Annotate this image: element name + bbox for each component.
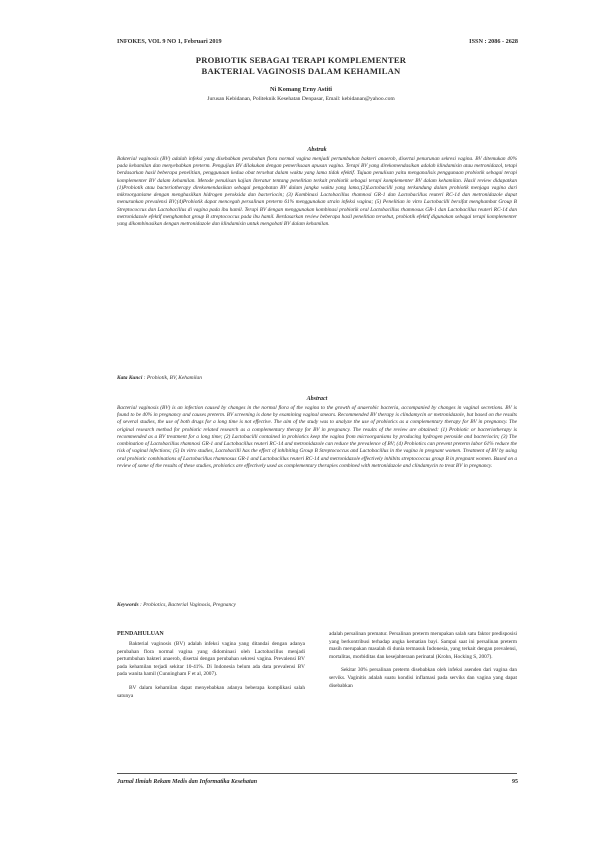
title-line: BAKTERIAL VAGINOSIS DALAM KEHAMILAN [201, 66, 401, 76]
abstract-heading: Abstract [306, 396, 328, 402]
page-number: 95 [512, 779, 518, 785]
author-affiliation: Jurusan Kebidanan, Politeknik Kesehatan Denpasar, Email: kebidanan@yahoo.com [207, 96, 395, 102]
abstract-keywords [117, 602, 517, 608]
keywords-value: : Probiotik, BV, Kehamilan [143, 375, 202, 381]
abstrak-heading: Abstrak [307, 147, 327, 153]
body-paragraph: BV dalam kehamilan dapat menyebabkan adanya beberapa komplikasi salah satunya [117, 684, 305, 699]
author-name: Ni Komang Erny Astiti [269, 86, 333, 93]
footer-journal-name: Jurnal Ilmiah Rekam Medis dan Informatika Kesehatan [117, 779, 258, 785]
left-column [117, 641, 305, 765]
keywords-label: Kata Kunci [117, 375, 143, 381]
right-column [329, 631, 517, 765]
abstrak-keywords [117, 375, 517, 381]
body-paragraph: adalah persalinan prematur. Persalinan preterm merupakan salah satu faktor predisposisi yang berkontribusi terhadap angka kematian bayi. Sampai saat ini persalinan preterm masih merupakan masalah di dunia termasuk Indonesia, yang terkait dengan prevalensi, mortalitas, morbiditas dan kesejahteraan perinatal (Krohn, Hocking S, 2007). [329, 631, 517, 660]
title-line: PROBIOTIK SEBAGAI TERAPI KOMPLEMENTER [195, 55, 407, 65]
issn-header: ISSN : 2086 - 2628 [469, 38, 518, 45]
section-heading: PENDAHULUAN [117, 631, 164, 637]
keywords-label: Keywords [117, 602, 139, 608]
journal-issue-header: INFOKES, VOL 9 NO 1, Februari 2019 [117, 38, 222, 45]
body-paragraph: Bakterial vaginosis (BV) adalah infeksi vagina yang ditandai dengan adanya perubahan flora normal vagina yang didominasi oleh Lactobacillus menjadi pertumbuhan bakteri anaerob, disertai dengan perubahan sekresi vagina. Prevalensi BV pada kehamilan terjadi sekitar 10-41%. Di Indonesia belum ada data prevalensi BV pada wanita hamil (Cunningham F et al, 2007). [117, 641, 305, 678]
keywords-value: : Probiotics, Bacterial Vaginosis, Pregnancy [139, 602, 236, 608]
abstrak-body: Bakterial vaginosis (BV) adalah infeksi yang disebabkan perubahan flora normal vagina menjadi pertumbuhan bakteri anaerob, disertai penurunan sekresi vagina. BV ditemukan 40% pada kehamilan dan menyebabkan preterm. Pengujian BV dilakukan dengan pemeriksaan apusan vagina. Terapi BV yang direkomendasikan adalah klindamisin atau metronidazol, tetapi berdasarkan hasil beberapa penelitian, penggunaan kedua obat tersebut dalam waktu yang lama tidak efektif. Tujuan penulisan yaitu menganalisis penggunaan probiotik sebagai terapi komplementer BV dalam kehamilan. Metode penulisan kajian literatur tentang penelitian terkait probiotik sebagai terapi komplementer BV dalam kehamilan. Hasil review didapatkan (1)Probiotik atau bacteriotherapy direkomendasikan sebagai pengobatan BV dalam jangka waktu yang lama;(2)Lactobacilli yang terkandung dalam probiotik menjaga vagina dari mikroorganisme dengan menghasilkan hidrogen peroksida dan bacteriocin; (3) Kombinasi Lactobacillus rhamnosi GR-1 dan Lactobacillus reuteri RC-14 dan metronidazole dapat menurunkan prevalensi BV;(4)Probiotik dapat mencegah persalinan preterm 61% menggunakan strain infeksi vagina; (5) Penelitian in vitro Lactobacilli bersifat menghambat Group B Streptococcus dan Lactobacillus di vagina pada ibu hamil. Terapi BV dengan menggunakan kombinasi probiotik oral Lactobacillus rhamnosus GR-1 dan Lactobacillus reuteri RC-14 dan metronidazole efektif menghambat group B streptococcus pada ibu hamil. Berdasarkan review beberapa hasil penelitian tersebut, probiotik efektif digunakan sebagai terapi komplementer yang dikombinasikan dengan metronidazole dan klindamisin untuk mengobati BV dalam kehamilan. [117, 156, 517, 227]
abstract-body: Bacterial vaginosis (BV) is an infection caused by changes in the normal flora of the vagina to the growth of anaerobic bacteria, accompanied by changes in vaginal secretions. BV is found to be 40% in pregnancy and causes preterm. BV screening is done by examining vaginal smears. Recommended BV therapy is clindamycin or metronidazole, but based on the results of several studies, the use of both drugs for a long time is not effective. The aim of the study was to analyze the use of probiotics as a complementary therapy for BV in pregnancy. The original research method for probiotic related research as a complementary therapy for BV in pregnancy. The results of the review are obtained: (1) Probiotic or bacteriotherapy is recommended as a BV treatment for a long time; (2) Lactobacilli contained in probiotics keep the vagina from microorganisms by producing hydrogen peroxide and bacteriocin; (3) The combination of Lactobacillus rhamnosi GR-1 and Lactobacillus reuteri RC-14 and metronidazole can reduce the prevalence of BV; (4) Probiotics can prevent preterm labor 61% reduce the risk of vaginal infections; (5) In vitro studies, Lactobacilli has the effect of inhibiting Group B Streptococcus and Lactobacillus in the vagina in pregnant women. Treatment of BV by using oral probiotic combinations of Lactobacillus rhamnosus GR-1 and Lactobacillus reuteri RC-14 and metronidazole effectively inhibits streptococcus group B in pregnant women. Based on a review of some of the results of these studies, probiotics are effectively used as complementary therapies combined with metronidazole and clindamycin to treat BV in pregnancy. [117, 405, 517, 469]
article-title [120, 55, 482, 77]
footer-divider [117, 773, 517, 774]
body-paragraph: Sekitar 30% persalinan preterm disebabkan oleh infeksi asenden dari vagina dan serviks. Vaginitis adalah suatu kondisi inflamasi pada serviks dan vagina yang dapat disebabkan [329, 667, 517, 689]
